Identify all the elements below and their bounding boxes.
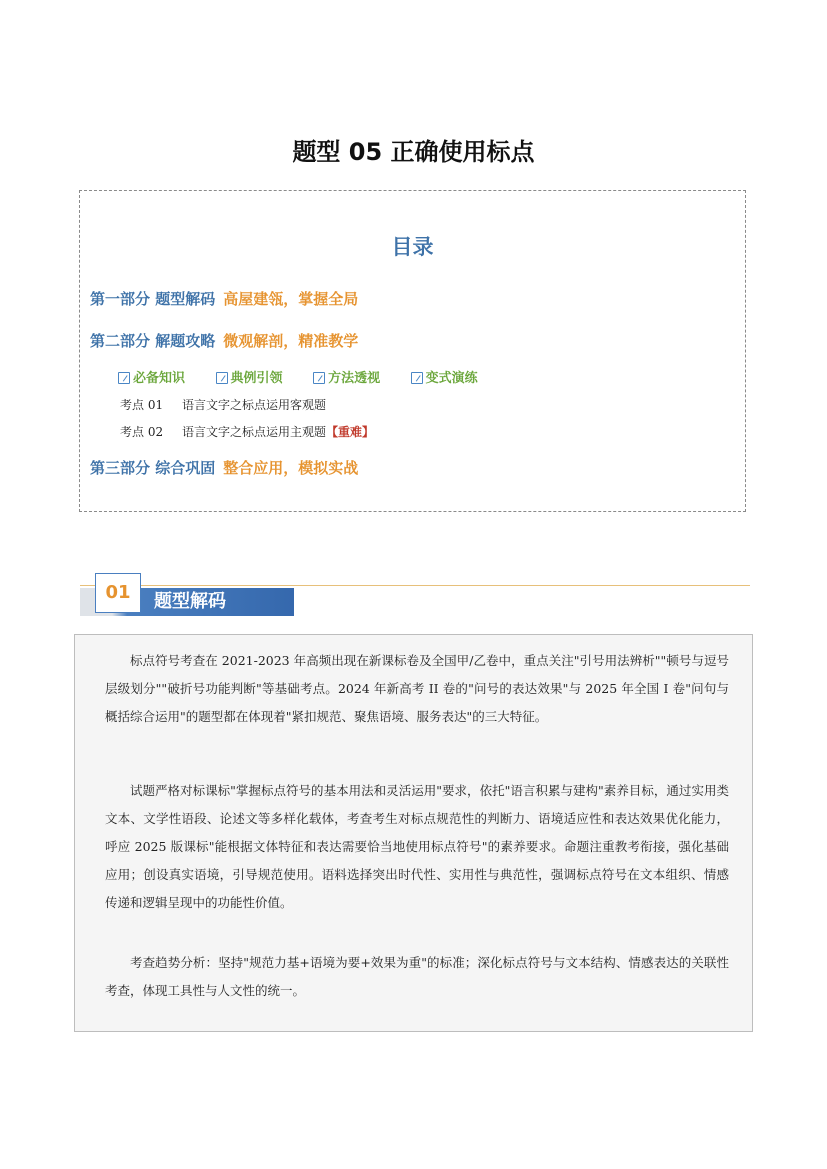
page-title: 题型 05 正确使用标点: [292, 138, 535, 166]
section-title: 题型解码: [154, 591, 226, 612]
toc-tag[interactable]: 典例引领: [216, 367, 283, 386]
paragraph: 考查趋势分析：坚持"规范力基+语境为要+效果为重"的标准；深化标点符号与文本结构、情感表达的关联性考查，体现工具性与人文性的统一。: [105, 955, 729, 998]
edit-note-icon: [313, 372, 325, 384]
knowledge-point-text: 语言文字之标点运用主观题: [182, 425, 327, 439]
edit-note-icon: [216, 372, 228, 384]
knowledge-point-1[interactable]: [120, 396, 326, 413]
toc-part-slogan: 整合应用，模拟实战: [223, 459, 359, 477]
paragraph: 标点符号考查在 2021-2023 年高频出现在新课标卷及全国甲/乙卷中，重点关注"引号用法辨析""顿号与逗号层级划分""破折号功能判断"等基础考点。2024 年新高考 II 卷的"问号的表达效果"与 2025 年全国 I 卷"问句与概括综合运用"的题型都在体现着"紧扣规范、聚焦语境、服务表达"的三大特征。: [105, 653, 729, 724]
toc-tag[interactable]: 必备知识: [118, 367, 185, 386]
toc-part-name: 第二部分 解题攻略: [90, 332, 216, 350]
toc-tag[interactable]: 方法透视: [313, 367, 380, 386]
section-divider: [80, 585, 750, 586]
toc-tags: [118, 367, 504, 386]
toc-heading: 目录: [391, 235, 434, 259]
toc-tag[interactable]: 变式演练: [411, 367, 478, 386]
edit-note-icon: [118, 372, 130, 384]
knowledge-point-text: 语言文字之标点运用客观题: [182, 398, 327, 412]
toc-part-3[interactable]: [90, 457, 358, 478]
paragraph: 试题严格对标课标"掌握标点符号的基本用法和灵活运用"要求，依托"语言积累与建构"素养目标，通过实用类文本、文学性语段、论述文等多样化载体，考查考生对标点规范性的判断力、语境适应性和表达效果优化能力，呼应 2025 版课标"能根据文体特征和表达需要恰当地使用标点符号"的素养要求。命题注重教考衔接，强化基础应用；创设真实语境，引导规范使用。语料选择突出时代性、实用性与典范性，强调标点符号在文本组织、情感传递和逻辑呈现中的功能性价值。: [105, 783, 729, 910]
edit-note-icon: [411, 372, 423, 384]
knowledge-point-number: 考点 01: [120, 398, 164, 412]
toc-part-slogan: 微观解剖，精准教学: [223, 332, 359, 350]
toc-part-1[interactable]: [90, 288, 358, 309]
toc-part-2[interactable]: [90, 330, 358, 351]
table-of-contents: [79, 190, 746, 512]
intro-box: [74, 634, 753, 1032]
toc-part-name: 第三部分 综合巩固: [90, 459, 216, 477]
toc-part-name: 第一部分 题型解码: [90, 290, 216, 308]
toc-part-slogan: 高屋建瓴，掌握全局: [223, 290, 359, 308]
section-number: 01: [95, 573, 141, 613]
knowledge-point-2[interactable]: [120, 423, 374, 440]
knowledge-point-tag: 【重难】: [326, 425, 375, 439]
knowledge-point-number: 考点 02: [120, 425, 164, 439]
